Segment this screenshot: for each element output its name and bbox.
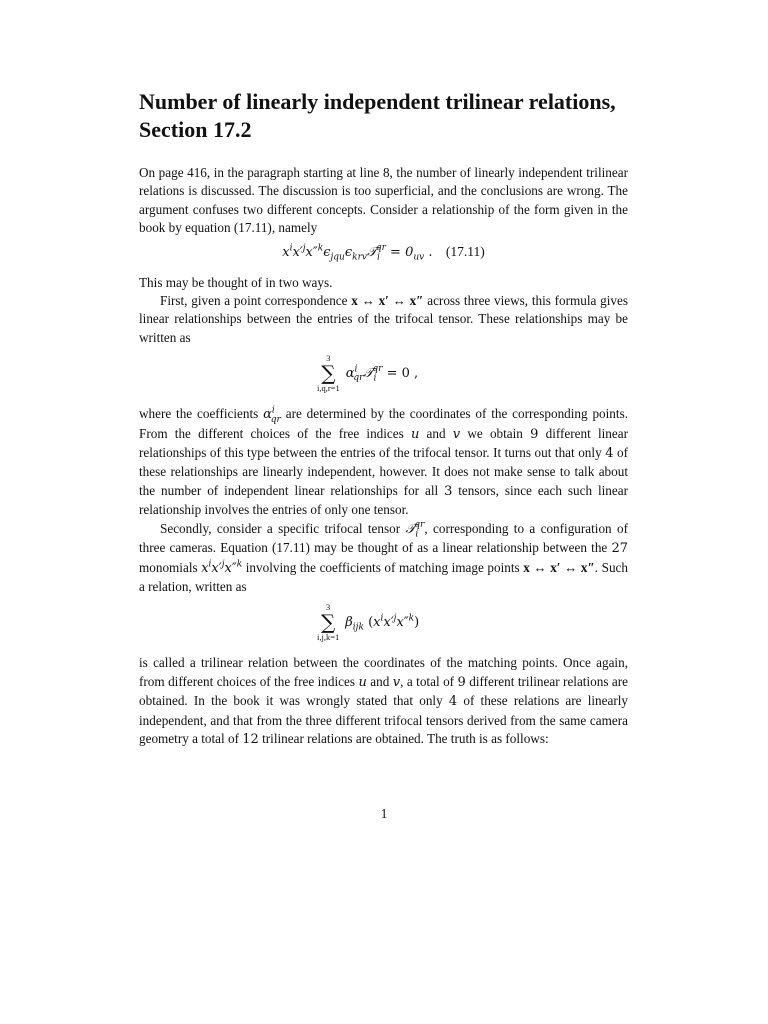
sum1-upper-limit: 3 [326,353,331,364]
sigma-symbol-icon: ∑ [321,610,336,635]
paragraph-first-way: First, given a point correspondence x ↔ x′ ↔ x″ across three views, this formula gives linear relationships between the entries of the trifocal tensor. These relationships may be written as [139,293,629,345]
paragraph-intro: On page 416, in the paragraph starting at line 8, the number of linearly independent trilinear relations is discussed. The discussion is too superficial, and the conclusions are wrong. The argument confuses two different concepts. Consider a relationship of the form given in the book by equation (17.11), namely [139,165,628,236]
paragraph-coefficients: where the coefficients $\alpha^i_{qr}$ are determined by the coordinates of the corresponding points. From the different choices of the free indices u and v we obtain 9 different linear relationships of this type between the entries of the trifocal tensor. It turns out that only 4 of these relationships are linearly independent, however. It does not make sense to talk about the number of independent linear relationships for all 3 tensors, since each such linear relationship involves the entries of only one tensor. [139,405,628,518]
sum1-lower-limit: i,q,r=1 [317,383,340,394]
paragraph-second-way: Secondly, consider a specific trifocal tensor 𝒯$_i^{qr}$, corresponding to a configuration of three cameras. Equation (17.11) may be thought of as a linear relationship between the 27 monomials $x^ix'^jx''^k$ involving the coefficients of matching image points x ↔ x′ ↔ x″. Such a relation, written as [139,520,628,594]
sigma-symbol-icon: ∑ [321,361,336,386]
equation-17-11 [139,244,628,266]
page-number: 1 [380,806,388,821]
equation-17-11-label: (17.11) [445,243,485,259]
sum2-lower-limit: i,j,k=1 [317,632,340,643]
equation-17-11-body: $x^ix'^jx''^k\epsilon_{jqu}\epsilon_{krv}𝒯_i^{qr} = 0_{uv}$ . [282,243,433,263]
paragraph-trilinear: is called a trilinear relation between the coordinates of the matching points. Once again, from different choices of the free indices u and v, a total of 9 different trilinear relations are obtained. In the book it was wrongly stated that only 4 of these relations are linearly independent, and that from the three different trifocal tensors derived from the same camera geometry a total of 12 trilinear relations are obtained. The truth is as follows: [139,655,629,747]
page-content [139,88,628,749]
equation-sum-beta: 3 ∑ i,j,k=1 $\beta_{ijk}$ $(x^ix'^jx''^k)$ [317,602,420,643]
section-title: Number of linearly independent trilinear relations, Section 17.2 [139,89,616,142]
paragraph-two-ways: This may be thought of in two ways. [139,274,333,290]
sum1-tail: = 0 , [382,365,419,381]
sum2-upper-limit: 3 [326,602,331,613]
equation-sum-alpha: 3 ∑ i,q,r=1 $\alpha^i_{qr}𝒯_i^{qr} = 0$ , [317,353,419,394]
